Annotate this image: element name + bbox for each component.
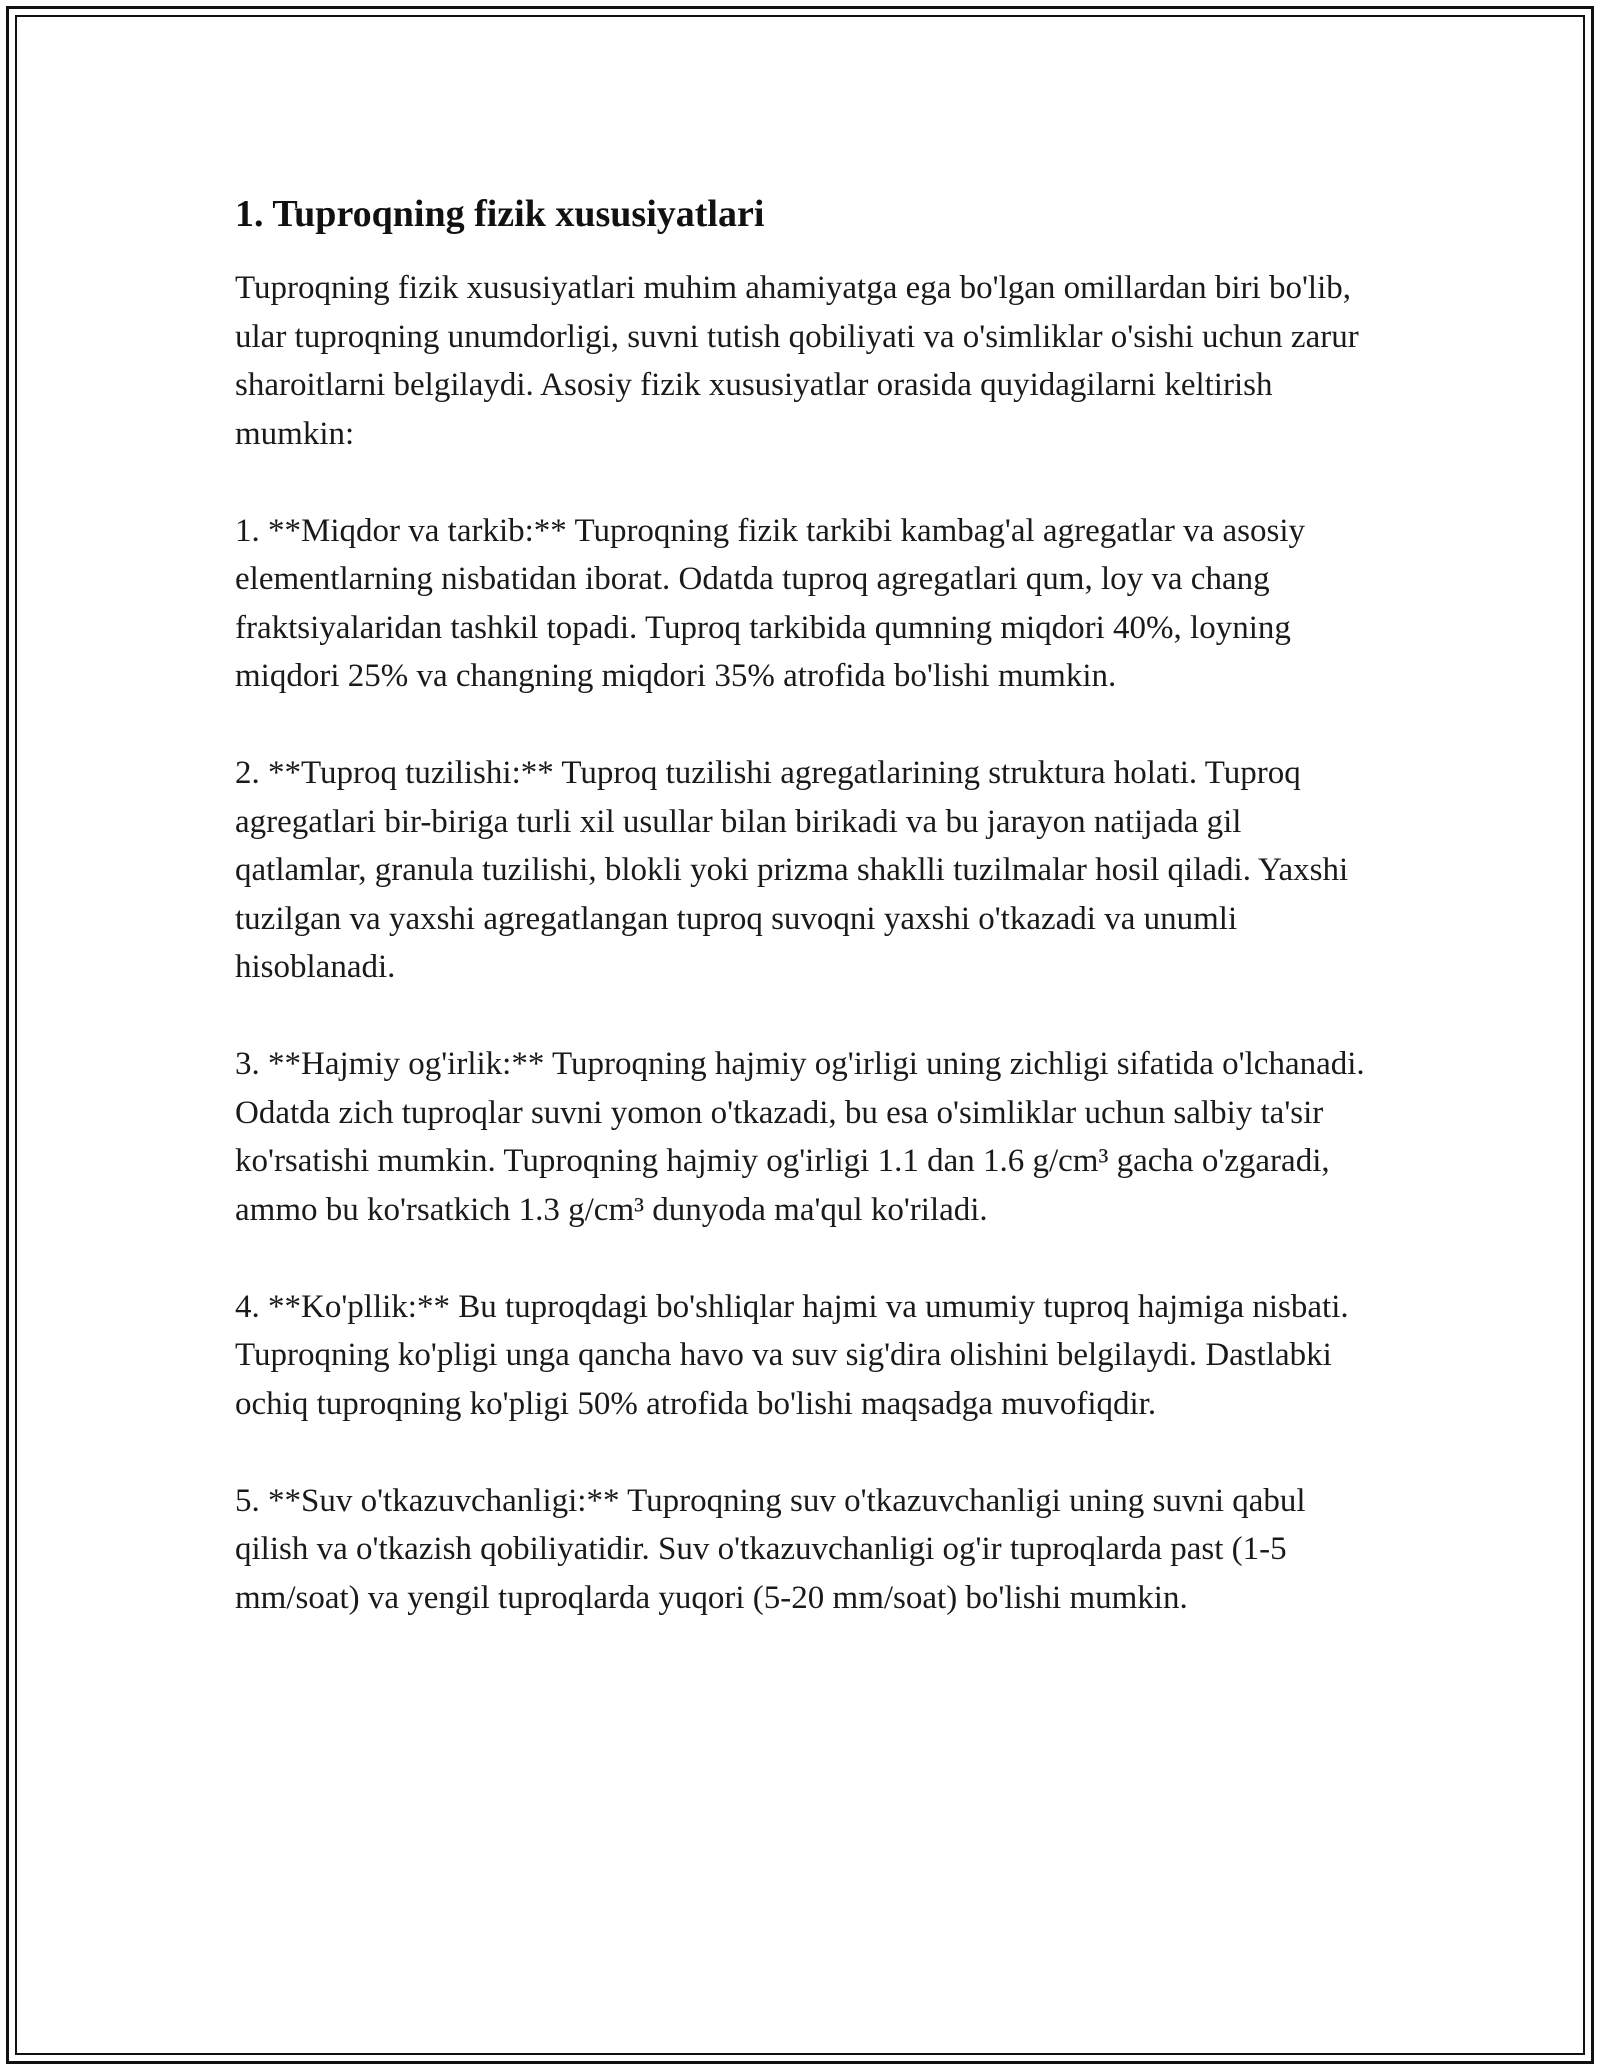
document-body xyxy=(235,190,1365,1671)
list-item-permeability: 5. **Suv o'tkazuvchanligi:** Tuproqning suv o'tkazuvchanligi uning suvni qabul qilish va o'tkazish qobiliyatidir. Suv o'tkazuvchanligi og'ir tuproqlarda past (1-5 mm/soat) va yengil tuproqlarda yuqori (5-20 mm/soat) bo'lishi mumkin. xyxy=(235,1482,1306,1616)
list-item-structure: 2. **Tuproq tuzilishi:** Tuproq tuzilishi agregatlarining struktura holati. Tuproq agregatlari bir-biriga turli xil usullar bilan birikadi va bu jarayon natijada gil qatlamlar, granula tuzilishi, blokli yoki prizma shaklli tuzilmalar hosil qiladi. Yaxshi tuzilgan va yaxshi agregatlangan tuproq suvoqni yaxshi o'tkazadi va unumli hisoblanadi. xyxy=(235,755,1349,985)
section-heading: 1. Tuproqning fizik xususiyatlari xyxy=(235,193,765,235)
list-item-porosity: 4. **Ko'pllik:** Bu tuproqdagi bo'shliqlar hajmi va umumiy tuproq hajmiga nisbati. Tuproqning ko'pligi unga qancha havo va suv sig'dira olishini belgilaydi. Dastlabki ochiq tuproqning ko'pligi 50% atrofida bo'lishi maqsadga muvofiqdir. xyxy=(235,1288,1349,1422)
intro-paragraph: Tuproqning fizik xususiyatlari muhim ahamiyatga ega bo'lgan omillardan biri bo'lib, ular tuproqning unumdorligi, suvni tutish qobiliyati va o'simliklar o'sishi uchun zarur sharoitlarni belgilaydi. Asosiy fizik xususiyatlar orasida quyidagilarni keltirish mumkin: xyxy=(235,270,1359,452)
list-item-composition: 1. **Miqdor va tarkib:** Tuproqning fizik tarkibi kambag'al agregatlar va asosiy elementlarning nisbatidan iborat. Odatda tuproq agregatlari qum, loy va chang fraktsiyalaridan tashkil topadi. Tuproq tarkibida qumning miqdori 40%, loyning miqdori 25% va changning miqdori 35% atrofida bo'lishi mumkin. xyxy=(235,512,1305,694)
list-item-bulk-density: 3. **Hajmiy og'irlik:** Tuproqning hajmiy og'irligi uning zichligi sifatida o'lchanadi. Odatda zich tuproqlar suvni yomon o'tkazadi, bu esa o'simliklar uchun salbiy ta'sir ko'rsatishi mumkin. Tuproqning hajmiy og'irligi 1.1 dan 1.6 g/cm³ gacha o'zgaradi, ammo bu ko'rsatkich 1.3 g/cm³ dunyoda ma'qul ko'riladi. xyxy=(235,1046,1365,1228)
